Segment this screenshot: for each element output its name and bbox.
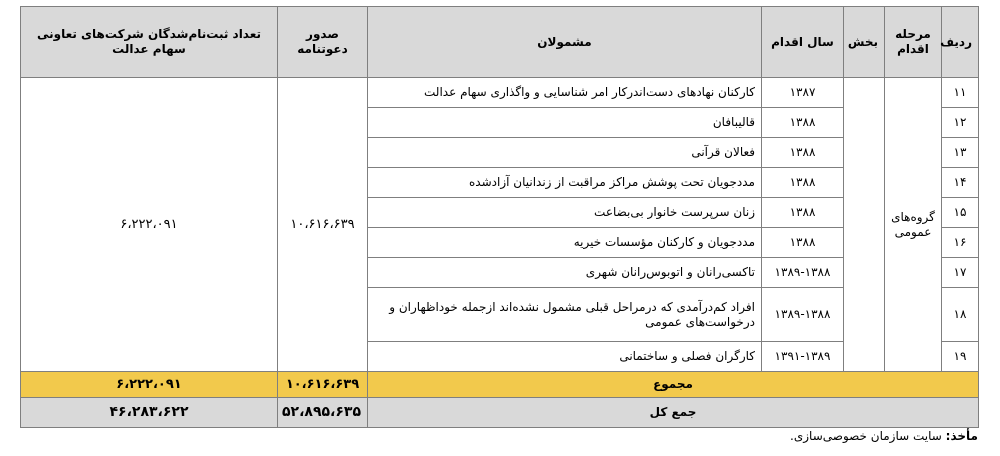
row-number: ۱۸ [942,288,979,342]
subtotal-label: مجموع [368,372,979,398]
row-year: ۱۳۸۸ [762,228,844,258]
row-number: ۱۱ [942,78,979,108]
row-number: ۱۲ [942,108,979,138]
row-number: ۱۶ [942,228,979,258]
subtotal-issued: ۱۰،۶۱۶،۶۳۹ [278,372,368,398]
row-subject: فعالان قرآنی [368,138,762,168]
source-text: سایت سازمان خصوصی‌سازی. [790,429,942,443]
subtotal-row [21,372,979,398]
header-section: بخش [844,7,885,78]
row-year: ۱۳۸۹-۱۳۸۸ [762,288,844,342]
row-subject: کارگران فصلی و ساختمانی [368,342,762,372]
row-subject: تاکسی‌رانان و اتوبوس‌رانان شهری [368,258,762,288]
header-stage: مرحله اقدام [885,7,942,78]
row-subject: قالیبافان [368,108,762,138]
total-label: جمع کل [368,398,979,428]
row-year: ۱۳۸۷ [762,78,844,108]
group-issued: ۱۰،۶۱۶،۶۳۹ [278,78,368,372]
row-year: ۱۳۸۸ [762,168,844,198]
header-registered: تعداد ثبت‌نام‌شدگان شرکت‌های تعاونی سهام عدالت [21,7,278,78]
row-number: ۱۳ [942,138,979,168]
row-year: ۱۳۸۹-۱۳۸۸ [762,258,844,288]
row-year: ۱۳۸۸ [762,108,844,138]
total-registered: ۴۶،۲۸۳،۶۲۲ [21,398,278,428]
header-subjects: مشمولان [368,7,762,78]
source-label: مأخذ: [945,429,978,443]
stage-group: گروه‌های عمومی [885,78,942,372]
header-year: سال اقدام [762,7,844,78]
header-row-number: ردیف [942,7,979,78]
row-subject: مددجویان و کارکنان مؤسسات خیریه [368,228,762,258]
row-number: ۱۴ [942,168,979,198]
header-issued: صدور دعوتنامه [278,7,368,78]
document-table-container [20,6,978,428]
row-number: ۱۵ [942,198,979,228]
justice-shares-table [20,6,979,428]
group-registered: ۶،۲۲۲،۰۹۱ [21,78,278,372]
total-issued: ۵۲،۸۹۵،۶۳۵ [278,398,368,428]
section-cell [844,78,885,372]
row-number: ۱۹ [942,342,979,372]
row-year: ۱۳۸۸ [762,198,844,228]
row-number: ۱۷ [942,258,979,288]
row-subject: افراد کم‌درآمدی که درمراحل قبلی مشمول نشده‌اند ازجمله خوداظهاران و درخواست‌های عمومی [368,288,762,342]
row-subject: زنان سرپرست خانوار بی‌بضاعت [368,198,762,228]
row-subject: مددجویان تحت پوشش مراکز مراقبت از زندانیان آزادشده [368,168,762,198]
row-subject: کارکنان نهادهای دست‌اندرکار امر شناسایی و واگذاری سهام عدالت [368,78,762,108]
row-year: ۱۳۸۸ [762,138,844,168]
source-note [790,429,978,443]
total-row [21,398,979,428]
table-row [21,78,979,108]
subtotal-registered: ۶،۲۲۲،۰۹۱ [21,372,278,398]
row-year: ۱۳۹۱-۱۳۸۹ [762,342,844,372]
